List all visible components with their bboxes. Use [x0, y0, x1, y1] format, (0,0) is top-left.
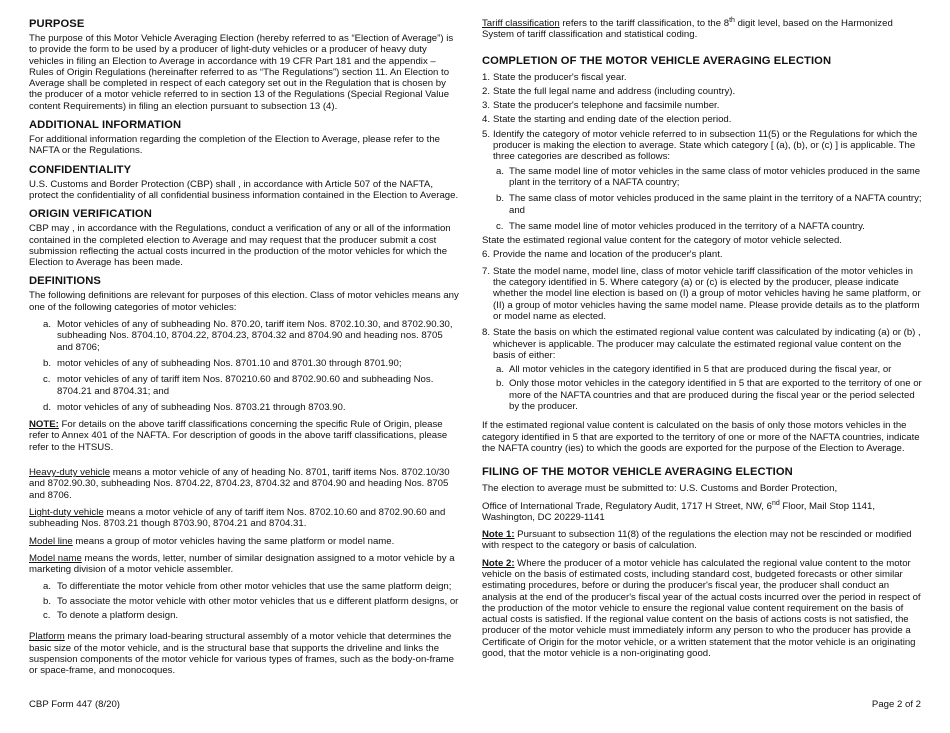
confidentiality-text: U.S. Customs and Border Protection (CBP) shall , in accordance with Article 507 of the NAFTA, protect the confidentiality of all confidential business information contained in the Election to Average. — [29, 178, 459, 201]
list-marker: a. — [43, 581, 52, 593]
list-marker: 8. — [482, 327, 491, 339]
additional-info-section — [29, 119, 461, 157]
note-1-label: Note 1: — [482, 529, 515, 541]
list-marker: 3. — [482, 100, 491, 112]
list-item — [482, 129, 922, 163]
list-item — [43, 581, 461, 592]
filing-line: The election to average must be submitted to: U.S. Customs and Border Protection, — [482, 483, 838, 495]
confidentiality-heading: CONFIDENTIALITY — [29, 163, 132, 176]
list-text: State the basis on which the estimated regional value content was calculated by indicating (a) or (b) , whichever is applicable. The producer may calculate the estimated regional value content on the basis of either: — [493, 327, 921, 361]
tariff-text-b: digit level, based on the Harmonized System of tariff classification and statistical coding. — [482, 18, 893, 41]
list-marker: c. — [43, 374, 51, 386]
list-text: The same model line of motor vehicles in the same class of motor vehicles produced in the same plant in the territory of a NAFTA country; — [509, 165, 921, 188]
list-text: The same model line of motor vehicles produced in the territory of a NAFTA country. — [509, 220, 865, 232]
light-duty-term: Light-duty vehicle — [29, 506, 104, 518]
list-text: motor vehicles of any of tariff item Nos. 870210.60 and 8702.90.60 and subheading Nos. 8704.21 and 8704.31; and — [57, 374, 434, 397]
list-text: motor vehicles of any of subheading Nos. 8701.10 and 8701.30 through 8701.90; — [57, 357, 402, 369]
list-marker: 4. — [482, 114, 491, 126]
list-text: To differentiate the motor vehicle from other motor vehicles that use the same platform deign; — [57, 581, 452, 593]
heavy-duty-text: means a motor vehicle of any of heading No. 8701, tariff items Nos. 8702.10/30 and 8702.90.30, subheading Nos. 8704.22, 8704.23, 8704.32 and 8704.90 and heading Nos. 8705 and 8706. — [29, 467, 450, 501]
list-item — [43, 358, 461, 369]
list-item — [482, 266, 922, 322]
filing-address — [482, 501, 922, 524]
class-list — [29, 319, 461, 413]
model-line-term: Model line — [29, 535, 73, 547]
list-item — [43, 402, 461, 413]
light-duty-definition — [29, 507, 461, 530]
note-2-text: Where the producer of a motor vehicle has calculated the regional value content to the motor vehicle on the basis of estimated costs, including standard cost, budgeted forecasts or other similar estimating procedures, before or during the producer's fiscal year, the producer shall conduct an analysis at the end of the producer's fiscal year of the actual costs incurred over the period in respect of the production of the motor vehicle to ensure the regional value content requirement on the basis of actual costs is satisfied. If the regional value content on the basis of actions costs is not satisfied, the producer of the motor vehicle must immediately inform any person to who the producer has provide a Certificate of Origin for the motor vehicle, or a written statement that the motor vehicle is an originating good, that the motor vehicle is a non-originating good. — [482, 557, 921, 660]
list-item — [43, 319, 461, 353]
list-text: Motor vehicles of any of subheading No. 870.20, tariff item Nos. 8702.10.30, and 8702.90.30, subheading Nos. 8704.10, 8704.22, 8704.23, 8704.32 and 8704.90 and heading nos. 8705 and 8706; — [57, 319, 453, 353]
list-marker: b. — [496, 378, 505, 390]
list-marker: a. — [496, 364, 505, 376]
list-item — [496, 364, 922, 375]
list-item — [482, 100, 922, 111]
heavy-duty-term: Heavy-duty vehicle — [29, 467, 111, 479]
model-name-text: means the words, letter, number of similar designation assigned to a motor vehicle by a marketing division of a motor vehicle assembler. — [29, 552, 455, 576]
platform-text: means the primary load-bearing structural assembly of a motor vehicle that determines the basic size of the motor vehicle, and is the structural base that supports the driveline and links the suspension components of the motor vehicle for various types of frames, such as the body-on-frame or space-frame, and monocoques. — [29, 631, 455, 677]
definitions-section — [29, 275, 461, 676]
list-item — [43, 374, 461, 397]
list-item — [482, 86, 922, 97]
heavy-duty-definition — [29, 467, 461, 501]
list-marker: b. — [43, 595, 52, 607]
list-text: To associate the motor vehicle with other motor vehicles that us e different platform designs, or — [57, 595, 459, 607]
list-marker: c. — [496, 220, 504, 232]
list-marker: 7. — [482, 265, 491, 277]
confidentiality-section — [29, 164, 461, 202]
filing-heading: FILING OF THE MOTOR VEHICLE AVERAGING ELECTION — [482, 466, 793, 479]
model-name-list — [29, 581, 461, 621]
list-text: State the starting and ending date of the election period. — [493, 114, 732, 126]
completion-section — [482, 55, 922, 455]
origin-verification-section — [29, 208, 461, 268]
filing-note-1 — [482, 529, 922, 552]
note-2-label: Note 2: — [482, 557, 515, 569]
additional-info-heading: ADDITIONAL INFORMATION — [29, 119, 182, 132]
list-marker: c. — [43, 609, 51, 621]
list-text: Identify the category of motor vehicle referred to in subsection 11(5) or the Regulations for which the producer is making the election to average. State which category [ (a), (b), or (c) ] is applicable. The three categories are described as follows: — [493, 128, 918, 163]
list-item — [496, 378, 922, 412]
completion-closing: If the estimated regional value content is calculated on the basis of only those motors vehicles in the category identified in 5 that are exported to the territory of one or more of the NAFTA countries, indicate the NAFTA country (ies) to which the goods are exported for the purpose of the Election to Average. — [482, 420, 920, 454]
left-column — [29, 18, 461, 683]
completion-heading: COMPLETION OF THE MOTOR VEHICLE AVERAGING ELECTION — [482, 54, 832, 67]
list-marker: b. — [496, 193, 505, 205]
list-text: State the model name, model line, class of motor vehicle tariff classification of the motor vehicles in the category identified in 5. Where category (a) or (c) is elected by the producer, please indicate whether the model line election is based on (I) a group of motor vehicles having he same platform, or (II) a group of motor vehicles having the same model name. Please provide details as to the platform or model name as elected. — [493, 265, 921, 322]
list-text: State the producer's fiscal year. — [493, 71, 627, 83]
address-text-b: Floor, Mail Stop 1141, Washington, DC 20229-1141 — [482, 500, 876, 523]
list-text: motor vehicles of any of subheading Nos. 8703.21 through 8703.90. — [57, 401, 346, 413]
tariff-text-a: refers to the tariff classification, to the 8 — [559, 18, 730, 29]
purpose-text: The purpose of this Motor Vehicle Averaging Election (hereby referred to as “Election of Average”) is to provide the form to be used by a producer of light-duty vehicles or a producer of heavy duty vehicles in filing an Election to Average in accordance with 19 CFR Part 181 and the appendix – Rules of Origin Regulations (hereinafter referred to as “The Regulations”) section 11. An Election to Average shall be completed in respect of each category set out in the Regulation that is chosen by the producer of a motor vehicle referred to in section 13 of the Regulations (Special Regional Value content Requirements) in filing an election pursuant to subsection 13 (4). — [29, 33, 454, 112]
right-column — [482, 18, 922, 666]
filing-note-2 — [482, 558, 922, 660]
list-text: The same class of motor vehicles produced in the same plaint in the territory of a NAFTA country; and — [509, 193, 922, 216]
origin-verification-heading: ORIGIN VERIFICATION — [29, 208, 152, 221]
note-label: NOTE: — [29, 419, 59, 431]
note-1-text: Pursuant to subsection 11(8) of the regulations the election may not be rescinded or modified with respect to the category or basis of calculation. — [482, 529, 912, 552]
definitions-note — [29, 419, 461, 453]
tariff-definition — [482, 18, 922, 41]
list-item — [496, 193, 922, 216]
list-marker: a. — [496, 165, 505, 177]
basis-list — [482, 364, 922, 412]
list-text: All motor vehicles in the category identified in 5 that are produced during the fiscal year, or — [509, 364, 892, 376]
list-text: Provide the name and location of the producer's plant. — [493, 249, 723, 261]
list-marker: 2. — [482, 85, 491, 97]
completion-list — [482, 72, 922, 163]
model-line-text: means a group of motor vehicles having the same platform or model name. — [72, 535, 395, 547]
list-marker: 1. — [482, 71, 491, 83]
list-item — [43, 610, 461, 621]
address-sup: nd — [771, 499, 780, 507]
model-name-definition — [29, 553, 461, 576]
list-item — [496, 221, 922, 232]
list-item — [482, 72, 922, 83]
list-marker: 6. — [482, 249, 491, 261]
purpose-heading: PURPOSE — [29, 18, 85, 30]
list-marker: a. — [43, 319, 52, 331]
definitions-heading: DEFINITIONS — [29, 275, 101, 288]
list-marker: 5. — [482, 128, 491, 140]
platform-definition — [29, 631, 461, 676]
list-item — [496, 166, 922, 189]
platform-term: Platform — [29, 631, 65, 643]
address-text-a: Office of International Trade, Regulatory Audit, 1717 H Street, NW, 6 — [482, 500, 772, 512]
form-number: CBP Form 447 (8/20) — [29, 699, 120, 710]
list-text: To denote a platform design. — [57, 609, 179, 621]
list-item — [482, 249, 922, 260]
list-text: Only those motor vehicles in the category identified in 5 that are exported to the territory of one or more of the NAFTA countries and that are produced during the fiscal year or the period selected by the producer. — [509, 378, 922, 413]
completion-list-continued — [482, 249, 922, 361]
filing-section — [482, 466, 922, 659]
list-marker: b. — [43, 357, 52, 369]
list-item — [482, 114, 922, 125]
model-name-term: Model name — [29, 552, 82, 564]
list-item — [43, 596, 461, 607]
tariff-term: Tariff classification — [482, 18, 560, 29]
list-text: State the producer's telephone and facsimile number. — [493, 100, 720, 112]
origin-verification-text: CBP may , in accordance with the Regulations, conduct a verification of any or all of the information contained in the completed election to Average and may request that the producer submit a cost submission reflecting the actual costs incurred in the production of the motor vehicles for which the Election to Average has been made. — [29, 223, 451, 269]
list-item — [482, 327, 922, 361]
note-text: For details on the above tariff classifications concerning the specific Rule of Origin, please refer to Annex 401 of the NAFTA. For description of goods in the above tariff classifications, please refer to the HTSUS. — [29, 419, 448, 453]
definitions-intro: The following definitions are relevant for purposes of this election. Class of motor vehicles means any one of the following categories of motor vehicles: — [29, 290, 459, 313]
state-estimated-line: State the estimated regional value content for the category of motor vehicle selected. — [482, 235, 842, 247]
page-number: Page 2 of 2 — [871, 699, 921, 710]
purpose-section — [29, 18, 461, 112]
category-list — [482, 166, 922, 232]
additional-info-text: For additional information regarding the completion of the Election to Average, please refer to the NAFTA or the Regulations. — [29, 134, 441, 157]
list-text: State the full legal name and address (including country). — [493, 85, 736, 97]
light-duty-text: means a motor vehicle of any of tariff item Nos. 8702.10.60 and 8702.90.60 and subheading Nos. 8703.21 though 8703.90, 8704.21 and 8704.31. — [29, 506, 446, 530]
list-marker: d. — [43, 401, 52, 413]
tariff-sup: th — [729, 16, 735, 24]
model-line-definition — [29, 536, 461, 547]
